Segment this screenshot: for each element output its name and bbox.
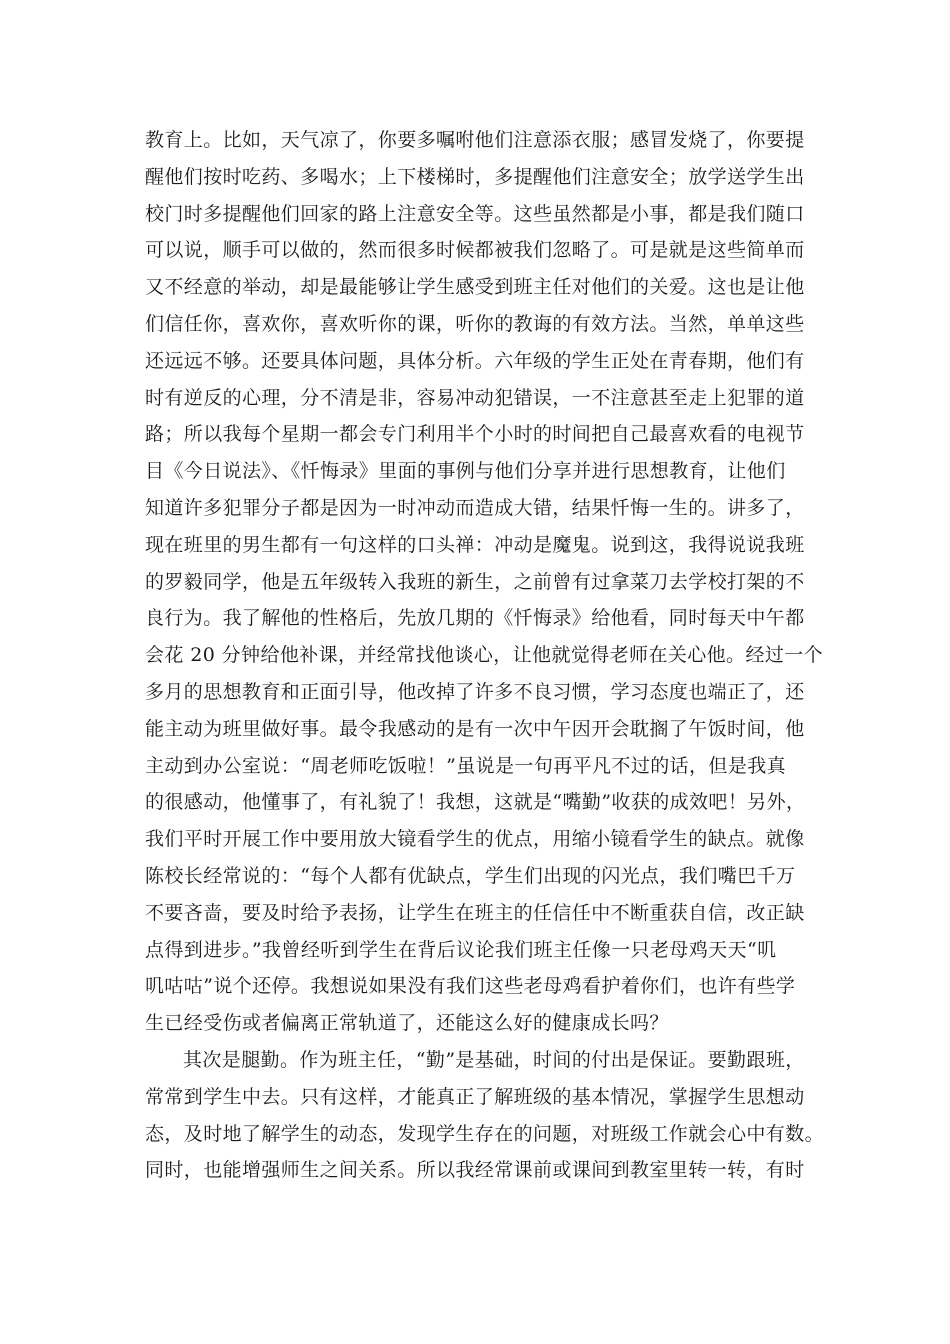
text-line: 可以说，顺手可以做的，然而很多时候都被我们忽略了。可是就是这些简单而 [145, 239, 805, 262]
text-line: 校门时多提醒他们回家的路上注意安全等。这些虽然都是小事，都是我们随口 [145, 202, 805, 225]
text-line: 又不经意的举动，却是最能够让学生感受到班主任对他们的关爱。这也是让他 [145, 276, 805, 299]
text-line: 常常到学生中去。只有这样，才能真正了解班级的基本情况，掌握学生思想动 [145, 1085, 805, 1108]
text-line: 现在班里的男生都有一句这样的口头禅：冲动是魔鬼。说到这，我得说说我班 [145, 533, 805, 556]
text-line: 主动到办公室说：“周老师吃饭啦！”虽说是一句再平凡不过的话，但是我真 [145, 754, 787, 777]
text-line: 陈校长经常说的：“每个人都有优缺点，学生们出现的闪光点，我们嘴巴千万 [145, 864, 796, 887]
text-line: 点得到进步。”我曾经听到学生在背后议论我们班主任像一只老母鸡天天“叽 [145, 938, 777, 961]
text-line: 我们平时开展工作中要用放大镜看学生的优点，用缩小镜看学生的缺点。就像 [145, 828, 805, 851]
text-line: 们信任你，喜欢你，喜欢听你的课，听你的教诲的有效方法。当然，单单这些 [145, 312, 805, 335]
text-line: 路；所以我每个星期一都会专门利用半个小时的时间把自己最喜欢看的电视节 [145, 423, 805, 446]
text-line: 目《今日说法》、《忏悔录》里面的事例与他们分享并进行思想教育，让他们 [145, 460, 786, 483]
text-line: 生已经受伤或者偏离正常轨道了，还能这么好的健康成长吗？ [145, 1012, 669, 1035]
text-line: 不要吝啬，要及时给予表扬，让学生在班主的任信任中不断重获自信，改正缺 [145, 901, 805, 924]
text-line: 同时，也能增强师生之间关系。所以我经常课前或课间到教室里转一转，有时 [145, 1159, 805, 1182]
text-line: 的很感动，他懂事了，有礼貌了！我想，这就是“嘴勤”收获的成效吧！另外， [145, 791, 806, 814]
text-line: 的罗毅同学，他是五年级转入我班的新生，之前曾有过拿菜刀去学校打架的不 [145, 570, 805, 593]
text-line: 良行为。我了解他的性格后，先放几期的《忏悔录》给他看，同时每天中午都 [145, 607, 805, 630]
text-line: 叽咕咕”说个还停。我想说如果没有我们这些老母鸡看护着你们，也许有些学 [145, 975, 796, 998]
text-line: 态，及时地了解学生的动态，发现学生存在的问题，对班级工作就会心中有数。 [145, 1122, 825, 1145]
text-line: 会花 20 分钟给他补课，并经常找他谈心，让他就觉得老师在关心他。经过一个 [145, 644, 824, 667]
text-line: 醒他们按时吃药、多喝水；上下楼梯时，多提醒他们注意安全；放学送学生出 [145, 165, 805, 188]
text-line: 多月的思想教育和正面引导，他改掉了许多不良习惯，学习态度也端正了，还 [145, 680, 805, 703]
text-line: 能主动为班里做好事。最令我感动的是有一次中午因开会耽搁了午饭时间，他 [145, 717, 805, 740]
paragraph-first-line: 其次是腿勤。作为班主任，“勤”是基础，时间的付出是保证。要勤跟班， [183, 1048, 805, 1071]
text-line: 教育上。比如，天气凉了，你要多嘱咐他们注意添衣服；感冒发烧了，你要提 [145, 129, 805, 151]
body-text [145, 122, 825, 1189]
text-line: 时有逆反的心理，分不清是非，容易冲动犯错误，一不注意甚至走上犯罪的道 [145, 386, 805, 409]
text-line: 知道许多犯罪分子都是因为一时冲动而造成大错，结果忏悔一生的。讲多了， [145, 496, 805, 519]
text-line: 还远远不够。还要具体问题，具体分析。六年级的学生正处在青春期，他们有 [145, 349, 805, 372]
